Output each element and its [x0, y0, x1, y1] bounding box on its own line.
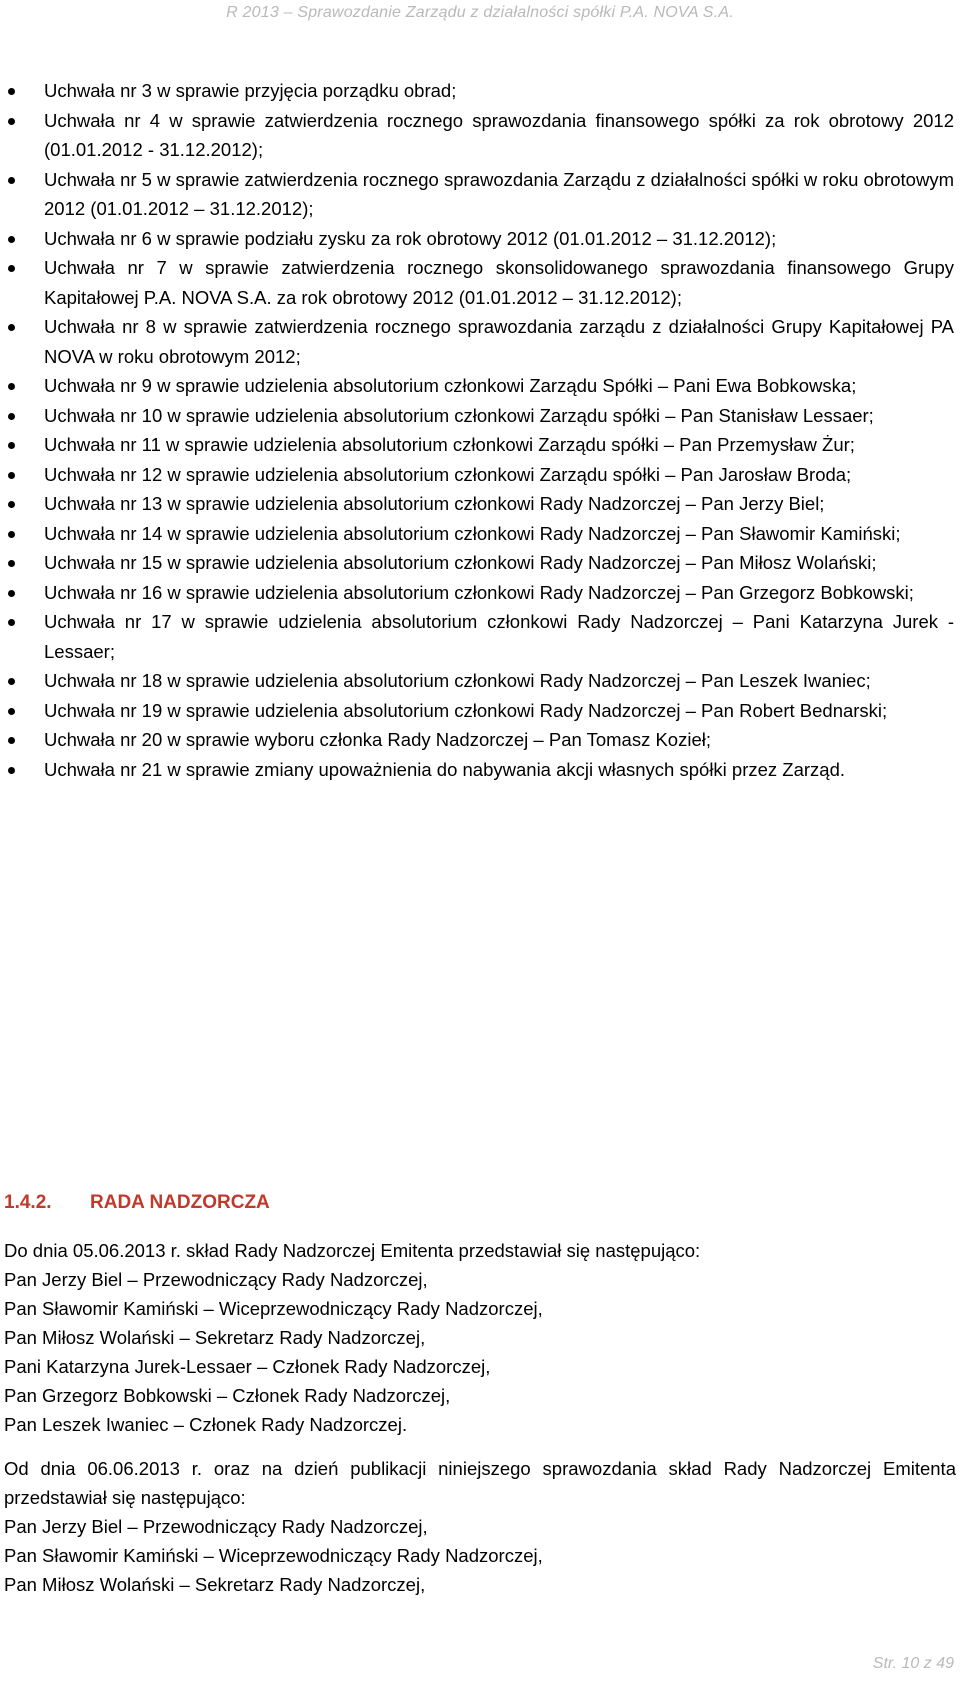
list-item [6, 430, 954, 460]
list-item [6, 253, 954, 312]
list-item [6, 607, 954, 666]
list-item [6, 76, 954, 106]
page-number: Str. 10 z 49 [872, 1655, 954, 1672]
bullet-icon [8, 619, 15, 626]
list-item [6, 755, 954, 785]
bullet-icon [8, 88, 15, 95]
bullet-icon [8, 472, 15, 479]
resolution-text: Uchwała nr 3 w sprawie przyjęcia porządku obrad; [44, 80, 457, 101]
board-composition-after [4, 1454, 956, 1599]
resolution-text: Uchwała nr 11 w sprawie udzielenia absolutorium członkowi Zarządu spółki – Pan Przemysław Żur; [44, 434, 855, 455]
board-member: Pan Sławomir Kamiński – Wiceprzewodniczący Rady Nadzorczej, [4, 1298, 543, 1319]
board-member: Pan Jerzy Biel – Przewodniczący Rady Nadzorczej, [4, 1516, 428, 1537]
bullet-icon [8, 708, 15, 715]
list-item [6, 666, 954, 696]
bullet-icon [8, 678, 15, 685]
list-item [6, 106, 954, 165]
bullet-icon [8, 442, 15, 449]
list-item [6, 696, 954, 726]
resolution-text: Uchwała nr 8 w sprawie zatwierdzenia rocznego sprawozdania zarządu z działalności Grupy Kapitałowej PA NOVA w roku obrotowym 2012; [44, 316, 954, 367]
list-item [6, 489, 954, 519]
resolution-text: Uchwała nr 18 w sprawie udzielenia absolutorium członkowi Rady Nadzorczej – Pan Leszek Iwaniec; [44, 670, 871, 691]
resolution-text: Uchwała nr 6 w sprawie podziału zysku za rok obrotowy 2012 (01.01.2012 – 31.12.2012); [44, 227, 777, 249]
list-item [6, 460, 954, 490]
resolution-text: Uchwała nr 5 w sprawie zatwierdzenia rocznego sprawozdania Zarządu z działalności spółki w roku obrotowym 2012 (01.01.2012 – 31.12.2012); [44, 168, 954, 219]
bullet-icon [8, 501, 15, 508]
bullet-icon [8, 590, 15, 597]
resolution-text: Uchwała nr 16 w sprawie udzielenia absolutorium członkowi Rady Nadzorczej – Pan Grzegorz Bobkowski; [44, 581, 914, 603]
section-heading [4, 1192, 270, 1214]
list-item [6, 224, 954, 254]
list-item [6, 519, 954, 549]
bullet-icon [8, 383, 15, 390]
list-item [6, 165, 954, 224]
board-composition-before [4, 1236, 956, 1439]
list-item [6, 312, 954, 371]
resolution-text: Uchwała nr 20 w sprawie wyboru członka Rady Nadzorczej – Pan Tomasz Kozieł; [44, 729, 711, 750]
section-number: 1.4.2. [4, 1192, 52, 1213]
board-member: Pan Miłosz Wolański – Sekretarz Rady Nadzorczej, [4, 1327, 426, 1348]
bullet-icon [8, 118, 15, 125]
resolution-text: Uchwała nr 21 w sprawie zmiany upoważnienia do nabywania akcji własnych spółki przez Zarząd. [44, 758, 846, 780]
board-member: Pan Jerzy Biel – Przewodniczący Rady Nadzorczej, [4, 1269, 428, 1290]
bullet-icon [8, 767, 15, 774]
list-item [6, 371, 954, 401]
bullet-icon [8, 737, 15, 744]
board-member: Pani Katarzyna Jurek-Lessaer – Członek Rady Nadzorczej, [4, 1356, 491, 1377]
bullet-icon [8, 413, 15, 420]
board-member: Pan Leszek Iwaniec – Członek Rady Nadzorczej. [4, 1414, 408, 1435]
bullet-icon [8, 560, 15, 567]
board-member: Pan Miłosz Wolański – Sekretarz Rady Nadzorczej, [4, 1574, 426, 1595]
resolution-list [6, 76, 954, 784]
bullet-icon [8, 236, 15, 243]
bullet-icon [8, 324, 15, 331]
resolution-text: Uchwała nr 14 w sprawie udzielenia absolutorium członkowi Rady Nadzorczej – Pan Sławomir Kamiński; [44, 522, 901, 544]
resolution-text: Uchwała nr 13 w sprawie udzielenia absolutorium członkowi Rady Nadzorczej – Pan Jerzy Biel; [44, 493, 825, 514]
section-title: RADA NADZORCZA [90, 1192, 270, 1213]
bullet-icon [8, 177, 15, 184]
board-member: Pan Grzegorz Bobkowski – Członek Rady Nadzorczej, [4, 1385, 451, 1406]
resolution-text: Uchwała nr 10 w sprawie udzielenia absolutorium członkowi Zarządu spółki – Pan Stanisław Lessaer; [44, 404, 874, 426]
bullet-icon [8, 531, 15, 538]
page-header: R 2013 – Sprawozdanie Zarządu z działalności spółki P.A. NOVA S.A. [226, 4, 734, 21]
board-member: Pan Sławomir Kamiński – Wiceprzewodniczący Rady Nadzorczej, [4, 1545, 543, 1566]
resolution-text: Uchwała nr 7 w sprawie zatwierdzenia rocznego skonsolidowanego sprawozdania finansowego Grupy Kapitałowej P.A. NOVA S.A. za rok obrotowy 2012 (01.01.2012 – 31.12.2012); [44, 257, 954, 308]
resolution-text: Uchwała nr 9 w sprawie udzielenia absolutorium członkowi Zarządu Spółki – Pani Ewa Bobkowska; [44, 375, 857, 396]
bullet-icon [8, 265, 15, 272]
resolution-text: Uchwała nr 19 w sprawie udzielenia absolutorium członkowi Rady Nadzorczej – Pan Robert Bednarski; [44, 699, 888, 721]
resolution-text: Uchwała nr 4 w sprawie zatwierdzenia rocznego sprawozdania finansowego spółki za rok obrotowy 2012 (01.01.2012 - 31.12.2012); [44, 109, 954, 160]
composition-intro: Do dnia 05.06.2013 r. skład Rady Nadzorczej Emitenta przedstawiał się następująco: [4, 1240, 701, 1261]
resolution-text: Uchwała nr 17 w sprawie udzielenia absolutorium członkowi Rady Nadzorczej – Pani Katarzyna Jurek - Lessaer; [44, 611, 954, 662]
list-item [6, 548, 954, 578]
list-item [6, 578, 954, 608]
composition-intro: Od dnia 06.06.2013 r. oraz na dzień publikacji niniejszego sprawozdania skład Rady Nadzorczej Emitenta przedstawiał się następująco: [4, 1458, 956, 1508]
resolution-text: Uchwała nr 15 w sprawie udzielenia absolutorium członkowi Rady Nadzorczej – Pan Miłosz Wolański; [44, 552, 877, 573]
list-item [6, 725, 954, 755]
list-item [6, 401, 954, 431]
resolution-text: Uchwała nr 12 w sprawie udzielenia absolutorium członkowi Zarządu spółki – Pan Jarosław Broda; [44, 463, 852, 485]
